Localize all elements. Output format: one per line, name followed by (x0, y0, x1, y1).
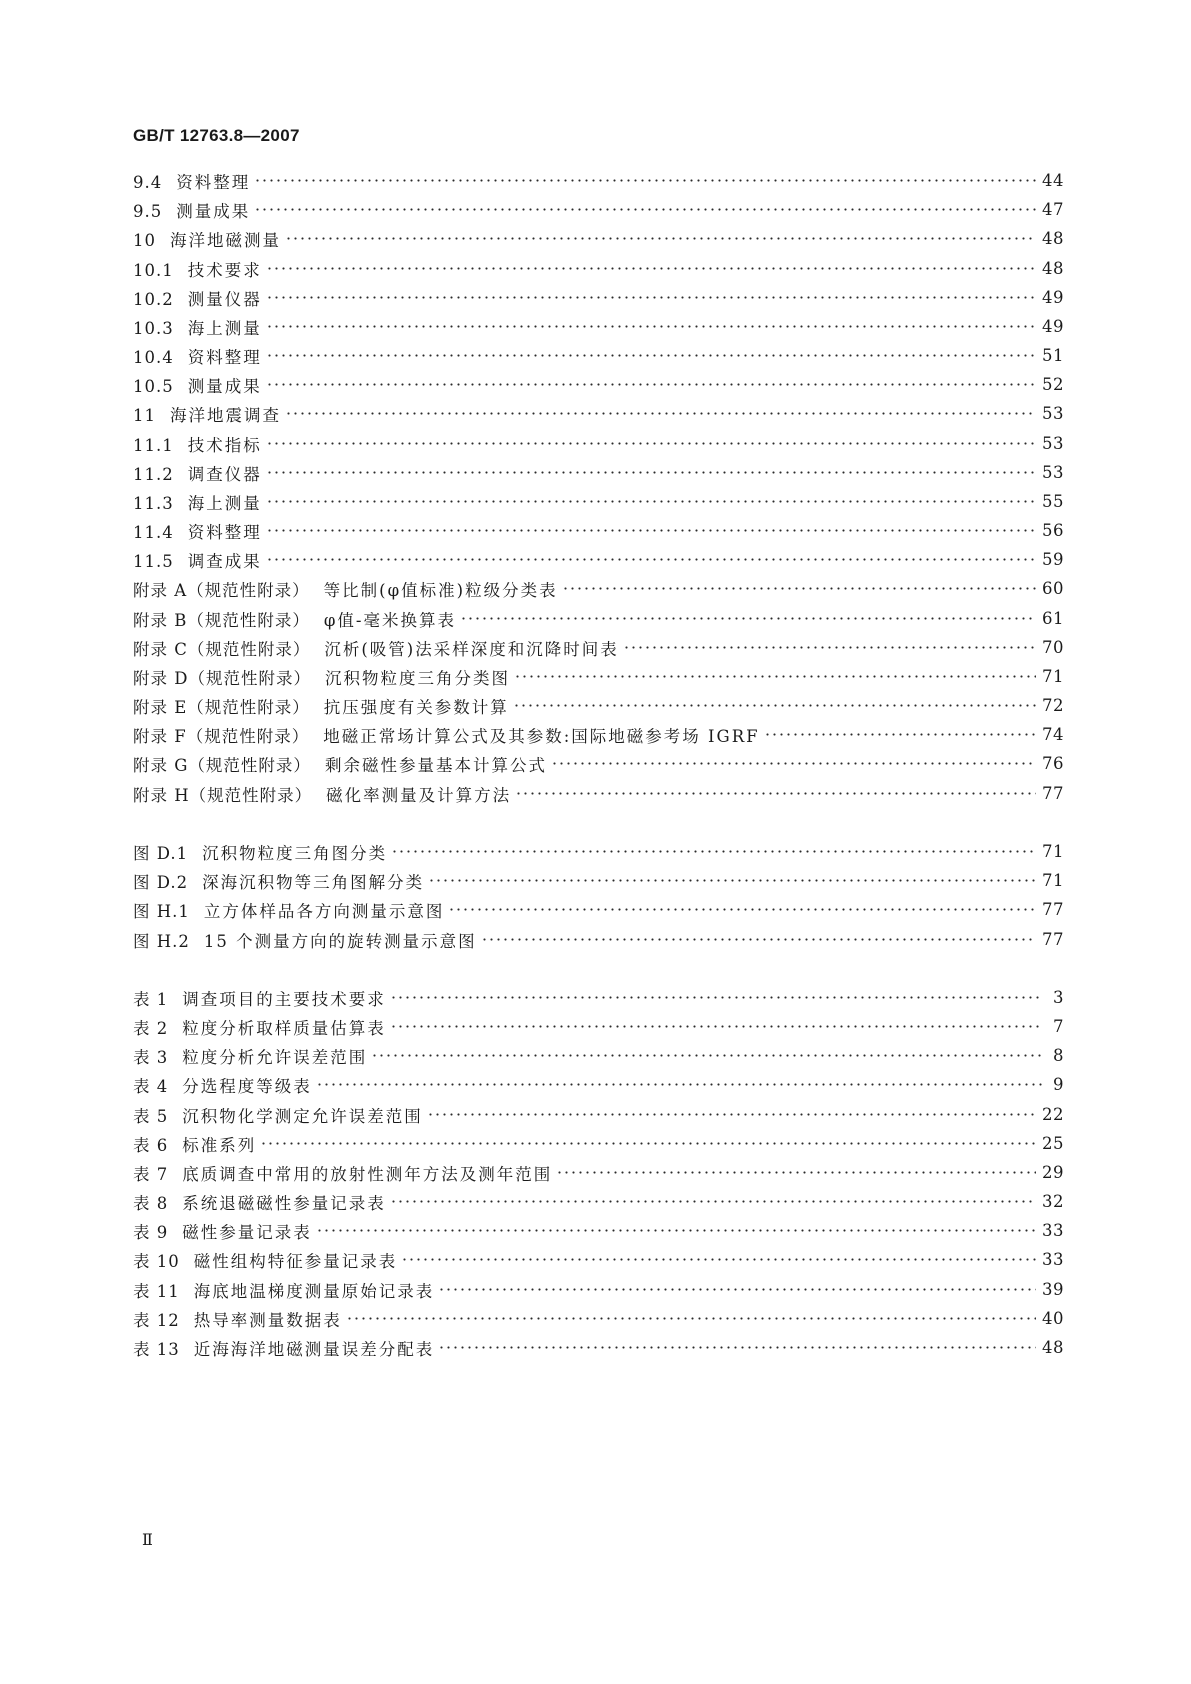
standard-header: GB/T 12763.8—2007 (133, 126, 300, 145)
entry-number: 表 12 (133, 1310, 180, 1330)
dot-leader (266, 282, 1036, 313)
entry-page: 48 (1042, 1338, 1064, 1357)
toc-entry[interactable] (133, 632, 1064, 663)
entry-title: 海洋地震调查 (170, 405, 281, 425)
toc-entry[interactable] (133, 1244, 1064, 1275)
entry-page: 3 (1053, 988, 1064, 1007)
entry-title: 沉积物粒度三角图分类 (202, 843, 388, 863)
dot-leader (551, 748, 1036, 779)
entry-number: 10 (133, 230, 156, 250)
toc-entry[interactable] (133, 340, 1064, 371)
entry-number: 表 6 (133, 1135, 169, 1155)
entry-title: 资料整理 (187, 522, 262, 542)
toc-entry[interactable] (133, 661, 1064, 692)
dot-leader (428, 865, 1036, 896)
toc-entry[interactable] (133, 1099, 1064, 1130)
toc-entry[interactable] (133, 836, 1064, 867)
entry-page: 29 (1042, 1163, 1064, 1182)
entry-number: 图 D.2 (133, 872, 189, 892)
entry-page: 59 (1042, 550, 1064, 569)
entry-title: 地磁正常场计算公式及其参数:国际地磁参考场 IGRF (323, 726, 760, 746)
entry-page: 39 (1042, 1280, 1064, 1299)
dot-leader (448, 894, 1036, 925)
page-number: Ⅱ (142, 1532, 153, 1549)
entry-title: 海底地温梯度测量原始记录表 (193, 1281, 435, 1301)
dot-leader (266, 428, 1036, 459)
dot-leader (254, 165, 1036, 196)
entry-title: 15 个测量方向的旋转测量示意图 (203, 931, 477, 951)
dot-leader (316, 1069, 1042, 1100)
entry-number: 11.5 (133, 551, 174, 571)
entry-number: 图 H.1 (133, 901, 190, 921)
entry-number: 11.3 (133, 493, 174, 513)
entry-page: 7 (1053, 1017, 1064, 1036)
toc-entry[interactable] (133, 165, 1064, 196)
dot-leader (481, 924, 1036, 955)
entry-title: 资料整理 (176, 172, 251, 192)
entry-title: 热导率测量数据表 (193, 1310, 342, 1330)
entry-page: 47 (1042, 200, 1064, 219)
entry-title: 立方体样品各方向测量示意图 (203, 901, 445, 921)
toc-entry[interactable] (133, 1303, 1064, 1334)
toc-entry[interactable] (133, 486, 1064, 517)
entry-page: 33 (1042, 1221, 1064, 1240)
entry-number: 9.4 (133, 172, 163, 192)
entry-page: 70 (1042, 638, 1064, 657)
entry-page: 53 (1042, 404, 1064, 423)
entry-page: 60 (1042, 579, 1064, 598)
entry-number: 附录 D（规范性附录） (133, 668, 311, 688)
entry-page: 22 (1042, 1105, 1064, 1124)
entry-title: 调查仪器 (187, 464, 262, 484)
toc-entry[interactable] (133, 982, 1064, 1013)
entry-page: 53 (1042, 463, 1064, 482)
entry-page: 56 (1042, 521, 1064, 540)
entry-number: 11.1 (133, 435, 174, 455)
toc-entry[interactable] (133, 865, 1064, 896)
dot-leader (513, 690, 1036, 721)
entry-title: 测量成果 (176, 201, 251, 221)
toc-entry[interactable] (133, 894, 1064, 925)
entry-page: 71 (1042, 842, 1064, 861)
toc-entry[interactable] (133, 194, 1064, 225)
toc-entry[interactable] (133, 719, 1064, 750)
entry-title: 分选程度等级表 (182, 1076, 312, 1096)
entry-title: 剩余磁性参量基本计算公式 (324, 755, 547, 775)
entry-number: 附录 G（规范性附录） (133, 755, 311, 775)
dot-leader (266, 253, 1036, 284)
toc-entry[interactable] (133, 515, 1064, 546)
dot-leader (515, 778, 1036, 809)
entry-title: 标准系列 (182, 1135, 257, 1155)
dot-leader (266, 340, 1036, 371)
entry-title: 磁性组构特征参量记录表 (193, 1251, 398, 1271)
toc-entry[interactable] (133, 282, 1064, 313)
dot-leader (514, 661, 1036, 692)
entry-page: 72 (1042, 696, 1064, 715)
entry-page: 77 (1042, 900, 1064, 919)
dot-leader (346, 1303, 1036, 1334)
toc-entry[interactable] (133, 398, 1064, 429)
toc-entry[interactable] (133, 311, 1064, 342)
entry-number: 10.2 (133, 289, 174, 309)
entry-page: 9 (1053, 1075, 1064, 1094)
entry-title: 磁化率测量及计算方法 (326, 785, 512, 805)
entry-number: 11.2 (133, 464, 174, 484)
entry-title: 海洋地磁测量 (170, 230, 281, 250)
dot-leader (438, 1332, 1036, 1363)
dot-leader (266, 544, 1036, 575)
toc-entry[interactable] (133, 457, 1064, 488)
toc-entry[interactable] (133, 1040, 1064, 1071)
dot-leader (623, 632, 1036, 663)
entry-title: 近海海洋地磁测量误差分配表 (193, 1339, 435, 1359)
toc-entry[interactable] (133, 1186, 1064, 1217)
toc-entry[interactable] (133, 1157, 1064, 1188)
dot-leader (285, 398, 1036, 429)
entry-title: 沉析(吸管)法采样深度和沉降时间表 (324, 639, 619, 659)
dot-leader (266, 311, 1036, 342)
entry-page: 25 (1042, 1134, 1064, 1153)
entry-number: 表 13 (133, 1339, 180, 1359)
entry-title: 深海沉积物等三角图解分类 (202, 872, 425, 892)
entry-page: 49 (1042, 317, 1064, 336)
entry-number: 11.4 (133, 522, 174, 542)
entry-page: 48 (1042, 229, 1064, 248)
dot-leader (285, 223, 1036, 254)
entry-number: 11 (133, 405, 156, 425)
entry-number: 表 5 (133, 1106, 169, 1126)
dot-leader (266, 486, 1036, 517)
entry-title: 测量成果 (187, 376, 262, 396)
toc-entry[interactable] (133, 1274, 1064, 1305)
toc-entry[interactable] (133, 369, 1064, 400)
dot-leader (556, 1157, 1036, 1188)
toc-entry[interactable] (133, 253, 1064, 284)
toc-entry[interactable] (133, 573, 1064, 604)
toc-entry[interactable] (133, 778, 1064, 809)
entry-page: 77 (1042, 784, 1064, 803)
toc-entry[interactable] (133, 1011, 1064, 1042)
entry-title: 沉积物化学测定允许误差范围 (182, 1106, 423, 1126)
dot-leader (390, 982, 1042, 1013)
entry-page: 61 (1042, 609, 1064, 628)
entry-number: 图 H.2 (133, 931, 190, 951)
entry-page: 49 (1042, 288, 1064, 307)
entry-page: 40 (1042, 1309, 1064, 1328)
entry-title: 粒度分析允许误差范围 (182, 1047, 368, 1067)
entry-number: 表 2 (133, 1018, 169, 1038)
toc-entry[interactable] (133, 690, 1064, 721)
dot-leader (562, 573, 1036, 604)
entry-title: 技术指标 (187, 435, 262, 455)
entry-page: 51 (1042, 346, 1064, 365)
entry-title: 沉积物粒度三角分类图 (324, 668, 510, 688)
dot-leader (316, 1215, 1036, 1246)
entry-number: 表 8 (133, 1193, 169, 1213)
dot-leader (390, 1011, 1042, 1042)
entry-page: 74 (1042, 725, 1064, 744)
toc-entry[interactable] (133, 544, 1064, 575)
toc-entry[interactable] (133, 223, 1064, 254)
entry-number: 10.5 (133, 376, 174, 396)
entry-number: 表 4 (133, 1076, 169, 1096)
entry-title: 调查项目的主要技术要求 (182, 989, 386, 1009)
dot-leader (390, 1186, 1036, 1217)
dot-leader (260, 1128, 1036, 1159)
dot-leader (401, 1244, 1036, 1275)
entry-number: 图 D.1 (133, 843, 189, 863)
entry-number: 表 9 (133, 1222, 169, 1242)
entry-title: 资料整理 (187, 347, 262, 367)
entry-title: 等比制(φ值标准)粒级分类表 (323, 580, 558, 600)
toc-entry[interactable] (133, 748, 1064, 779)
dot-leader (266, 457, 1036, 488)
toc-entry[interactable] (133, 924, 1064, 955)
entry-number: 附录 F（规范性附录） (133, 726, 310, 746)
entry-page: 48 (1042, 259, 1064, 278)
entry-page: 76 (1042, 754, 1064, 773)
entry-number: 表 11 (133, 1281, 180, 1301)
dot-leader (427, 1099, 1036, 1130)
entry-number: 9.5 (133, 201, 163, 221)
entry-page: 52 (1042, 375, 1064, 394)
dot-leader (371, 1040, 1042, 1071)
entry-title: 技术要求 (187, 260, 262, 280)
toc-entry[interactable] (133, 1332, 1064, 1363)
entry-page: 33 (1042, 1250, 1064, 1269)
entry-page: 44 (1042, 171, 1064, 190)
entry-page: 32 (1042, 1192, 1064, 1211)
entry-page: 55 (1042, 492, 1064, 511)
dot-leader (460, 603, 1036, 634)
entry-page: 71 (1042, 667, 1064, 686)
entry-number: 10.1 (133, 260, 174, 280)
entry-number: 表 7 (133, 1164, 169, 1184)
entry-title: 抗压强度有关参数计算 (323, 697, 509, 717)
entry-page: 71 (1042, 871, 1064, 890)
entry-page: 8 (1053, 1046, 1064, 1065)
entry-title: 粒度分析取样质量估算表 (182, 1018, 386, 1038)
entry-title: 测量仪器 (187, 289, 262, 309)
entry-number: 附录 A（规范性附录） (133, 580, 310, 600)
dot-leader (266, 515, 1036, 546)
entry-title: 磁性参量记录表 (182, 1222, 312, 1242)
entry-title: 海上测量 (187, 493, 262, 513)
dot-leader (266, 369, 1036, 400)
entry-number: 表 10 (133, 1251, 180, 1271)
entry-number: 10.4 (133, 347, 174, 367)
entry-number: 表 3 (133, 1047, 169, 1067)
entry-number: 附录 H（规范性附录） (133, 785, 313, 805)
dot-leader (438, 1274, 1036, 1305)
toc-entry[interactable] (133, 603, 1064, 634)
entry-title: 底质调查中常用的放射性测年方法及测年范围 (182, 1164, 553, 1184)
entry-title: φ值-毫米换算表 (323, 610, 457, 630)
entry-number: 表 1 (133, 989, 169, 1009)
entry-title: 海上测量 (187, 318, 262, 338)
entry-title: 系统退磁磁性参量记录表 (182, 1193, 386, 1213)
toc-entry[interactable] (133, 1215, 1064, 1246)
dot-leader (764, 719, 1036, 750)
entry-number: 附录 C（规范性附录） (133, 639, 311, 659)
entry-number: 附录 B（规范性附录） (133, 610, 310, 630)
dot-leader (254, 194, 1036, 225)
toc-entry[interactable] (133, 1128, 1064, 1159)
toc-entry[interactable] (133, 1069, 1064, 1100)
entry-page: 53 (1042, 434, 1064, 453)
entry-page: 77 (1042, 930, 1064, 949)
entry-number: 附录 E（规范性附录） (133, 697, 310, 717)
toc-entry[interactable] (133, 428, 1064, 459)
entry-number: 10.3 (133, 318, 174, 338)
dot-leader (391, 836, 1036, 867)
entry-title: 调查成果 (187, 551, 262, 571)
